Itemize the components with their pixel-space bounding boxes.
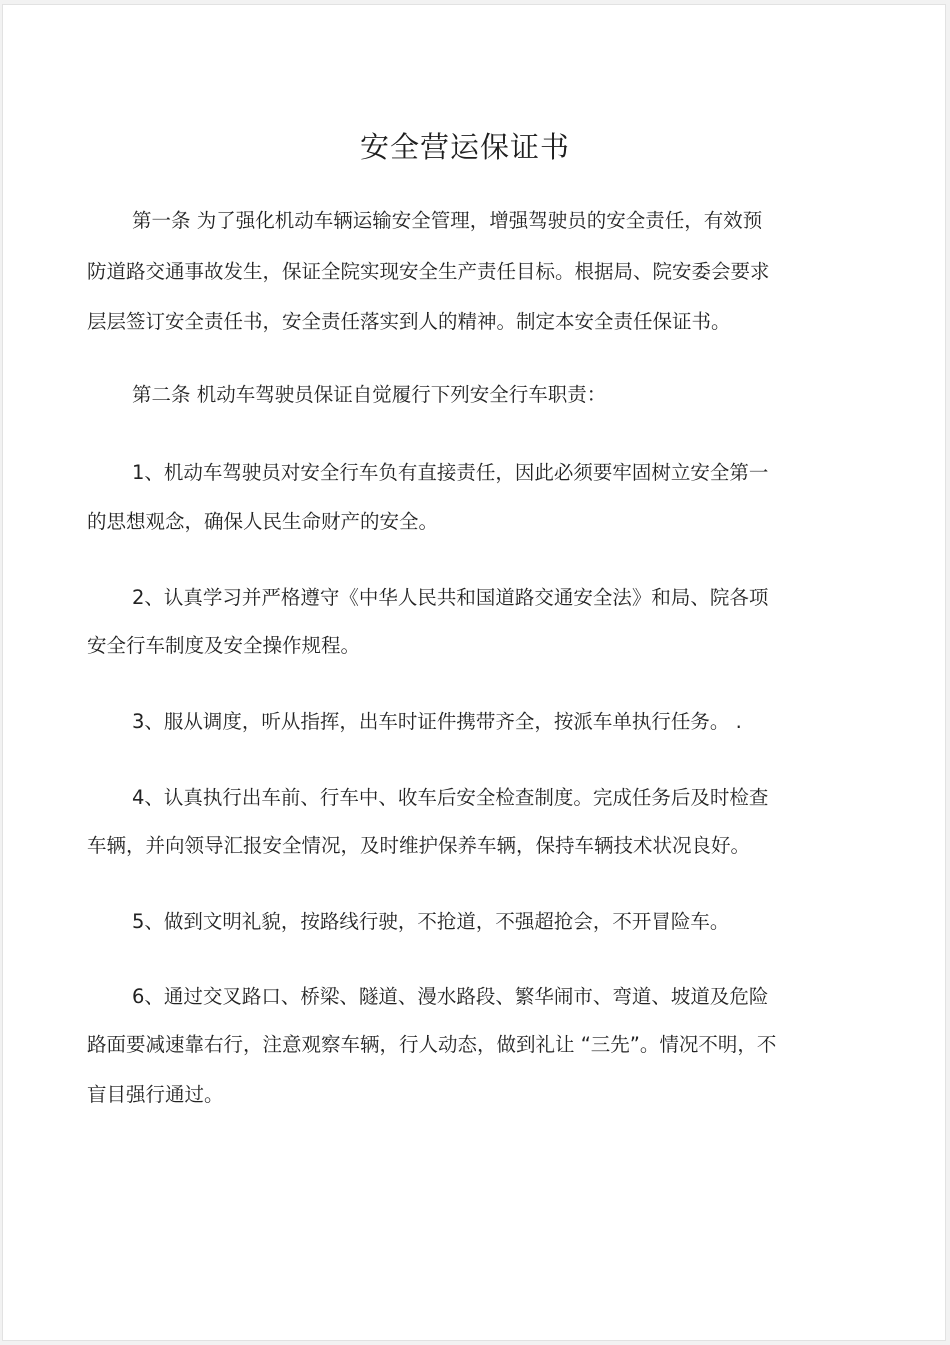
item-3-line-1: 3、服从调度，听从指挥，出车时证件携带齐全，按派车单执行任务。 . bbox=[132, 710, 742, 733]
paragraph-1-line-2: 防道路交通事故发生，保证全院实现安全生产责任目标。根据局、院安委会要求 bbox=[87, 260, 770, 283]
item-1-line-2: 的思想观念，确保人民生命财产的安全。 bbox=[87, 510, 439, 533]
item-5-line-1: 5、做到文明礼貌，按路线行驶，不抢道，不强超抢会，不开冒险车。 bbox=[132, 910, 730, 933]
paragraph-2-line-1: 第二条 机动车驾驶员保证自觉履行下列安全行车职责： bbox=[132, 383, 607, 406]
item-6-line-2: 路面要减速靠右行，注意观察车辆，行人动态，做到礼让 “三先”。情况不明，不 bbox=[87, 1033, 777, 1056]
item-6-line-1: 6、通过交叉路口、桥梁、隧道、漫水路段、繁华闹市、弯道、坡道及危险 bbox=[132, 985, 769, 1008]
item-6-line-3: 盲目强行通过。 bbox=[87, 1083, 224, 1106]
document-page bbox=[2, 4, 946, 1341]
item-2-line-1: 2、认真学习并严格遵守《中华人民共和国道路交通安全法》和局、院各项 bbox=[132, 586, 769, 609]
document-title: 安全营运保证书 bbox=[359, 130, 570, 164]
item-2-line-2: 安全行车制度及安全操作规程。 bbox=[87, 634, 361, 657]
paragraph-1-line-3: 层层签订安全责任书，安全责任落实到人的精神。制定本安全责任保证书。 bbox=[87, 310, 731, 333]
item-4-line-2: 车辆，并向领导汇报安全情况，及时维护保养车辆，保持车辆技术状况良好。 bbox=[87, 834, 751, 857]
item-4-line-1: 4、认真执行出车前、行车中、收车后安全检查制度。完成任务后及时检查 bbox=[132, 786, 769, 809]
item-1-line-1: 1、机动车驾驶员对安全行车负有直接责任，因此必须要牢固树立安全第一 bbox=[132, 461, 769, 484]
paragraph-1-line-1: 第一条 为了强化机动车辆运输安全管理，增强驾驶员的安全责任，有效预 bbox=[132, 209, 763, 232]
